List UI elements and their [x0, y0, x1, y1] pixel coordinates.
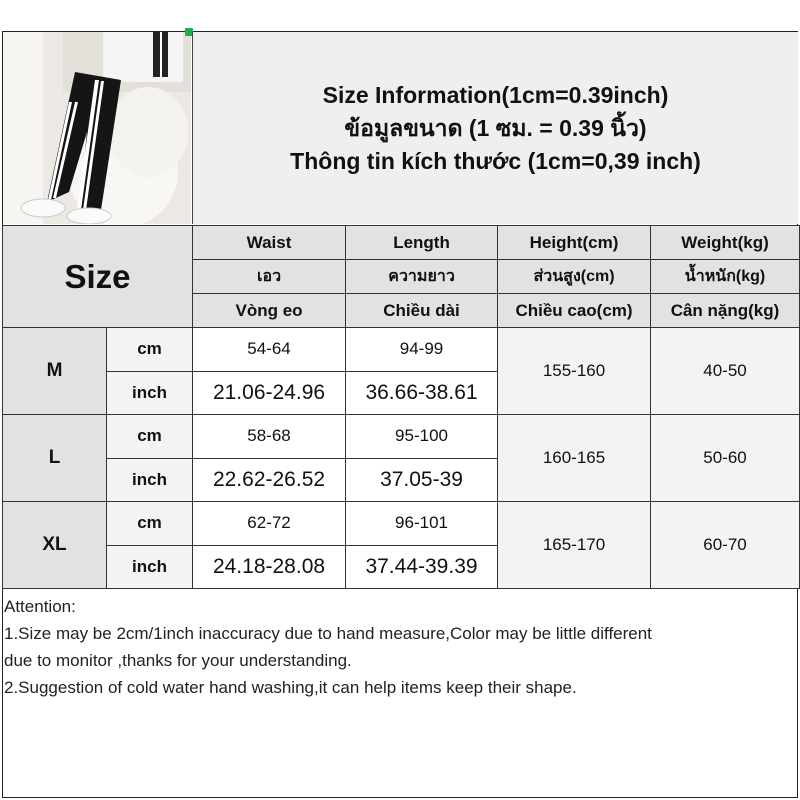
- table-row: [3, 502, 800, 546]
- attention-notes: [4, 593, 794, 701]
- header-weight: Weight(kg): [651, 226, 800, 260]
- unit-cm: cm: [107, 502, 193, 546]
- weight-value: 50-60: [651, 415, 800, 502]
- header-waist: Waist: [193, 226, 346, 260]
- title-vietnamese: Thông tin kích thước (1cm=0,39 inch): [290, 147, 701, 174]
- unit-inch: inch: [107, 371, 193, 415]
- header-weight-vi: Cân nặng(kg): [651, 294, 800, 328]
- header-height-vi: Chiều cao(cm): [498, 294, 651, 328]
- waist-inch: 22.62-26.52: [193, 458, 346, 502]
- header-weight-thai: น้ำหนัก(kg): [651, 260, 800, 294]
- waist-cm: 62-72: [193, 502, 346, 546]
- notes-line-1: 1.Size may be 2cm/1inch inaccuracy due to hand measure,Color may be little different: [4, 624, 652, 643]
- size-m-label: M: [3, 328, 107, 415]
- notes-line-3: 2.Suggestion of cold water hand washing,it can help items keep their shape.: [4, 678, 577, 697]
- size-xl-label: XL: [3, 502, 107, 589]
- size-header: Size: [3, 226, 193, 328]
- weight-value: 60-70: [651, 502, 800, 589]
- length-inch: 36.66-38.61: [346, 371, 498, 415]
- notes-heading: Attention:: [4, 597, 76, 616]
- waist-inch: 24.18-28.08: [193, 545, 346, 589]
- unit-cm: cm: [107, 415, 193, 459]
- unit-inch: inch: [107, 545, 193, 589]
- weight-value: 40-50: [651, 328, 800, 415]
- header-height-thai: ส่วนสูง(cm): [498, 260, 651, 294]
- waist-cm: 58-68: [193, 415, 346, 459]
- header-height: Height(cm): [498, 226, 651, 260]
- length-cm: 94-99: [346, 328, 498, 372]
- height-value: 155-160: [498, 328, 651, 415]
- size-info-title: [192, 32, 798, 224]
- length-inch: 37.05-39: [346, 458, 498, 502]
- header-row-english: [3, 226, 800, 260]
- length-cm: 96-101: [346, 502, 498, 546]
- header-waist-vi: Vòng eo: [193, 294, 346, 328]
- header-length-thai: ความยาว: [346, 260, 498, 294]
- length-inch: 37.44-39.39: [346, 545, 498, 589]
- waist-cm: 54-64: [193, 328, 346, 372]
- header-waist-thai: เอว: [193, 260, 346, 294]
- unit-cm: cm: [107, 328, 193, 372]
- title-thai: ข้อมูลขนาด (1 ซม. = 0.39 นิ้ว): [344, 114, 647, 141]
- table-row: [3, 328, 800, 372]
- product-photo-illustration: [3, 32, 191, 224]
- height-value: 160-165: [498, 415, 651, 502]
- product-photo: [3, 32, 191, 224]
- height-value: 165-170: [498, 502, 651, 589]
- length-cm: 95-100: [346, 415, 498, 459]
- unit-inch: inch: [107, 458, 193, 502]
- size-table: [2, 225, 800, 589]
- header-length: Length: [346, 226, 498, 260]
- title-english: Size Information(1cm=0.39inch): [322, 81, 669, 108]
- notes-line-2: due to monitor ,thanks for your understanding.: [4, 651, 352, 670]
- header-length-vi: Chiều dài: [346, 294, 498, 328]
- waist-inch: 21.06-24.96: [193, 371, 346, 415]
- size-l-label: L: [3, 415, 107, 502]
- table-row: [3, 415, 800, 459]
